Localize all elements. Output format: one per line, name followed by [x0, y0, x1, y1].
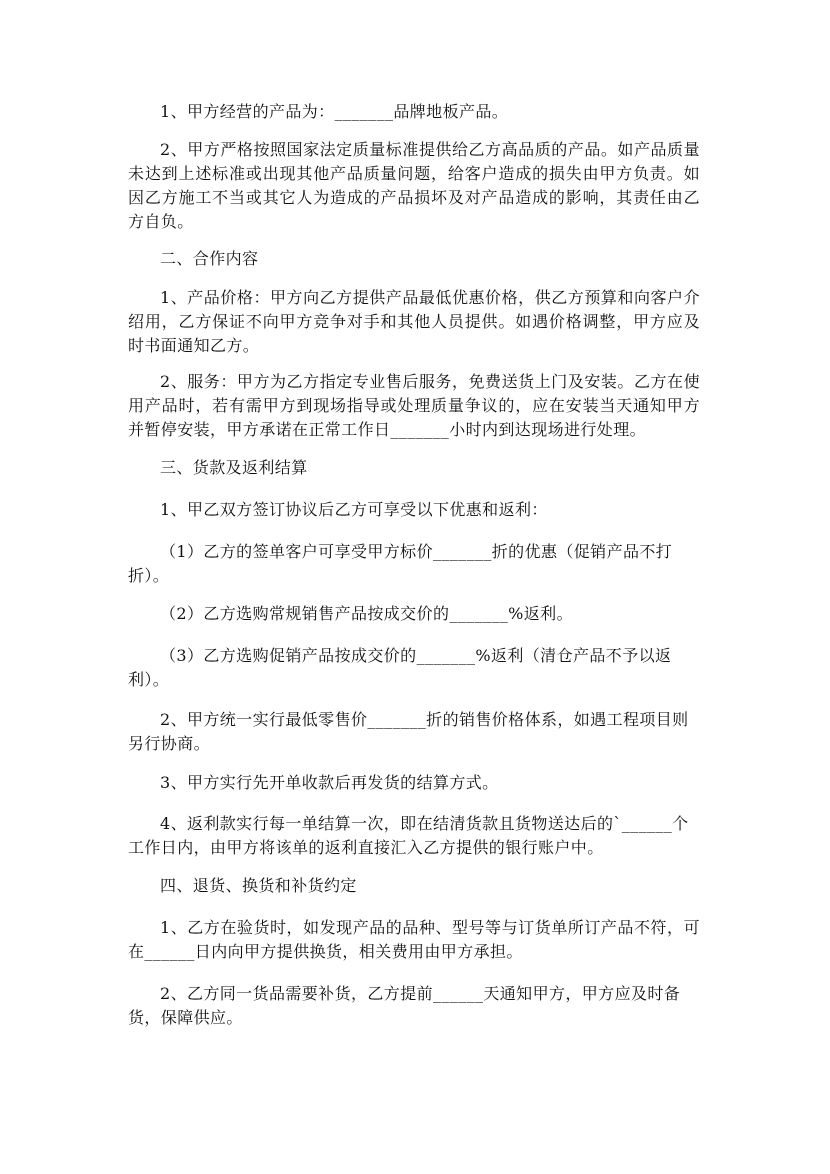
text-line: 折）。 [128, 566, 170, 585]
text-line: 2、甲方严格按照国家法定质量标准提供给乙方高品质的产品。如产品质量 [160, 140, 700, 159]
text-line: 绍用，乙方保证不向甲方竞争对手和其他人员提供。如遇价格调整，甲方应及 [128, 312, 700, 331]
text-line: （3）乙方选购促销产品按成交价的_______%返利（清仓产品不予以返 [160, 646, 672, 665]
section-heading: 三、货款及返利结算 [160, 458, 308, 477]
text-line: 2、乙方同一货品需要补货，乙方提前______天通知甲方，甲方应及时备 [160, 984, 681, 1003]
clause-product-price [128, 286, 700, 358]
text-line: 3、甲方实行先开单收款后再发货的结算方式。 [160, 773, 499, 792]
clause-quality-standard [128, 138, 700, 234]
text-line: 利）。 [128, 670, 170, 689]
text-line: 工作日内，由甲方将该单的返利直接汇入乙方提供的银行账户中。 [128, 838, 604, 857]
sub-clause-2 [128, 602, 700, 626]
text-line: 1、乙方在验货时，如发现产品的品种、型号等与订货单所订产品不符，可 [160, 918, 700, 937]
clause-min-retail-price [128, 708, 700, 756]
section-heading-payment [128, 456, 700, 480]
text-line: 2、甲方统一实行最低零售价_______折的销售价格体系，如遇工程项目则 [160, 710, 689, 729]
clause-service [128, 370, 700, 442]
text-line: 货，保障供应。 [128, 1008, 243, 1027]
text-line: 用产品时，若有需甲方到现场指导或处理质量争议的，应在安装当天通知甲方 [128, 396, 700, 415]
text-line: 另行协商。 [128, 734, 211, 753]
text-line: 1、甲乙双方签订协议后乙方可享受以下优惠和返利： [160, 500, 548, 519]
clause-discount-rebate [128, 498, 700, 522]
text-line: 在______日内向甲方提供换货，相关费用由甲方承担。 [128, 942, 523, 961]
text-line: （1）乙方的签单客户可享受甲方标价_______折的优惠（促销产品不打 [160, 542, 673, 561]
sub-clause-1 [128, 540, 700, 588]
section-heading-cooperation [128, 247, 700, 271]
text-line: （2）乙方选购常规销售产品按成交价的_______%返利。 [160, 604, 573, 623]
text-line: 并暂停安装，甲方承诺在正常工作日_______小时内到达现场进行处理。 [128, 420, 647, 439]
text-line: 方自负。 [128, 212, 194, 231]
text-line: 因乙方施工不当或其它人为造成的产品损坏及对产品造成的影响，其责任由乙 [128, 188, 700, 207]
text-line: 1、甲方经营的产品为：_______品牌地板产品。 [160, 102, 509, 121]
sub-clause-3 [128, 644, 700, 692]
clause-settlement-method [128, 771, 700, 795]
text-line: 2、服务：甲方为乙方指定专业售后服务，免费送货上门及安装。乙方在使 [160, 372, 700, 391]
text-line: 时书面通知乙方。 [128, 336, 260, 355]
section-heading: 二、合作内容 [160, 249, 259, 268]
text-line: 未达到上述标准或出现其他产品质量问题，给客户造成的损失由甲方负责。如 [128, 164, 700, 183]
text-line: 1、产品价格：甲方向乙方提供产品最低优惠价格，供乙方预算和向客户介 [160, 288, 700, 307]
clause-replenishment [128, 982, 700, 1030]
clause-exchange [128, 916, 700, 964]
clause-rebate-payment [128, 812, 700, 860]
section-heading: 四、退货、换货和补货约定 [160, 876, 357, 895]
clause-product-brand [128, 100, 700, 124]
section-heading-returns [128, 874, 700, 898]
text-line: 4、返利款实行每一单结算一次，即在结清货款且货物送达后的`______个 [160, 814, 689, 833]
